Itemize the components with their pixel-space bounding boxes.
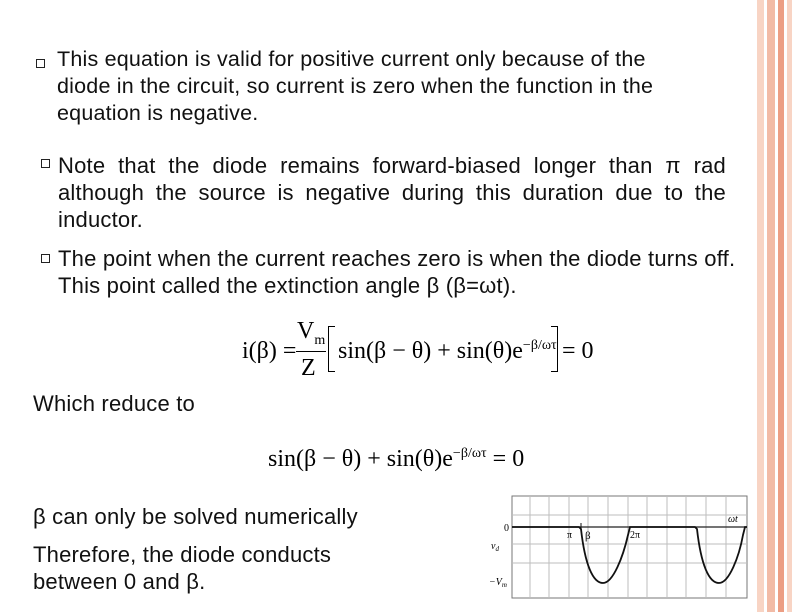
bullet-1-text: This equation is valid for positive current only because of the diode in the circuit, so current is zero when the function in the equation is negative.	[57, 47, 654, 125]
bullet-3-text: The point when the current reaches zero is when the diode turns off. This point called the extinction angle β (β=ωt).	[58, 246, 736, 298]
graph-frame	[512, 496, 747, 598]
graph-label-zero: 0	[504, 523, 509, 534]
eq2-body-text: sin(β − θ) + sin(θ)e	[268, 446, 453, 472]
eq1-body-text: sin(β − θ) + sin(θ)e	[338, 338, 523, 364]
graph-vd-sub: d	[495, 545, 499, 553]
bullet-text	[58, 152, 726, 233]
eq1-lhs: i(β) =	[242, 338, 297, 364]
bullet-marker	[36, 59, 45, 68]
eq1-right-bracket	[551, 326, 558, 372]
decor-stripe-1	[757, 0, 764, 612]
eq1-left-bracket	[328, 326, 335, 372]
eq1-body	[338, 338, 557, 365]
bullet-marker	[41, 254, 50, 263]
conducts-text	[33, 541, 403, 595]
eq1-vm-sub: m	[314, 332, 326, 348]
solved-text	[33, 503, 358, 530]
bullet-text	[58, 245, 738, 299]
graph-label-wt: ωt	[728, 514, 738, 525]
equation-extinction-current	[242, 318, 592, 392]
graph-label-2pi: 2π	[630, 530, 641, 541]
bullet-text	[57, 46, 697, 127]
decor-stripe-2	[767, 0, 775, 612]
reduce-text	[33, 389, 203, 419]
eq2-exponent: −β/ωτ	[452, 446, 487, 461]
solved-text-content: β can only be solved numerically	[33, 504, 358, 529]
decor-stripe-4	[787, 0, 792, 612]
eq1-fraction-numerator	[297, 318, 325, 349]
graph-label-beta: β	[585, 530, 591, 542]
eq1-exponent: −β/ωτ	[522, 338, 557, 353]
decor-stripe-3	[778, 0, 784, 612]
eq1-rhs: = 0	[562, 338, 594, 364]
eq1-vm: V	[297, 318, 315, 344]
graph-vm-main: −V	[489, 577, 502, 588]
graph-label-pi: π	[567, 530, 573, 541]
graph-label-vd	[491, 541, 499, 553]
equation-reduced	[268, 442, 558, 478]
diode-voltage-waveform	[485, 495, 755, 600]
reduce-text-content: Which reduce to	[33, 391, 195, 416]
bullet-2-text: Note that the diode remains forward-biased longer than π rad although the source is negative during this duration due to the inductor.	[58, 153, 726, 232]
eq1-fraction-denominator: Z	[301, 355, 316, 381]
conducts-text-content: Therefore, the diode conducts between 0 and β.	[33, 542, 332, 594]
eq2-rhs: = 0	[492, 446, 525, 472]
eq1-fraction-bar	[296, 351, 326, 352]
bullet-marker	[41, 159, 50, 168]
graph-vd-main: v	[491, 541, 496, 552]
eq2-body	[268, 446, 524, 473]
graph-label-vm	[489, 577, 507, 589]
graph-vm-sub: m	[501, 581, 507, 589]
